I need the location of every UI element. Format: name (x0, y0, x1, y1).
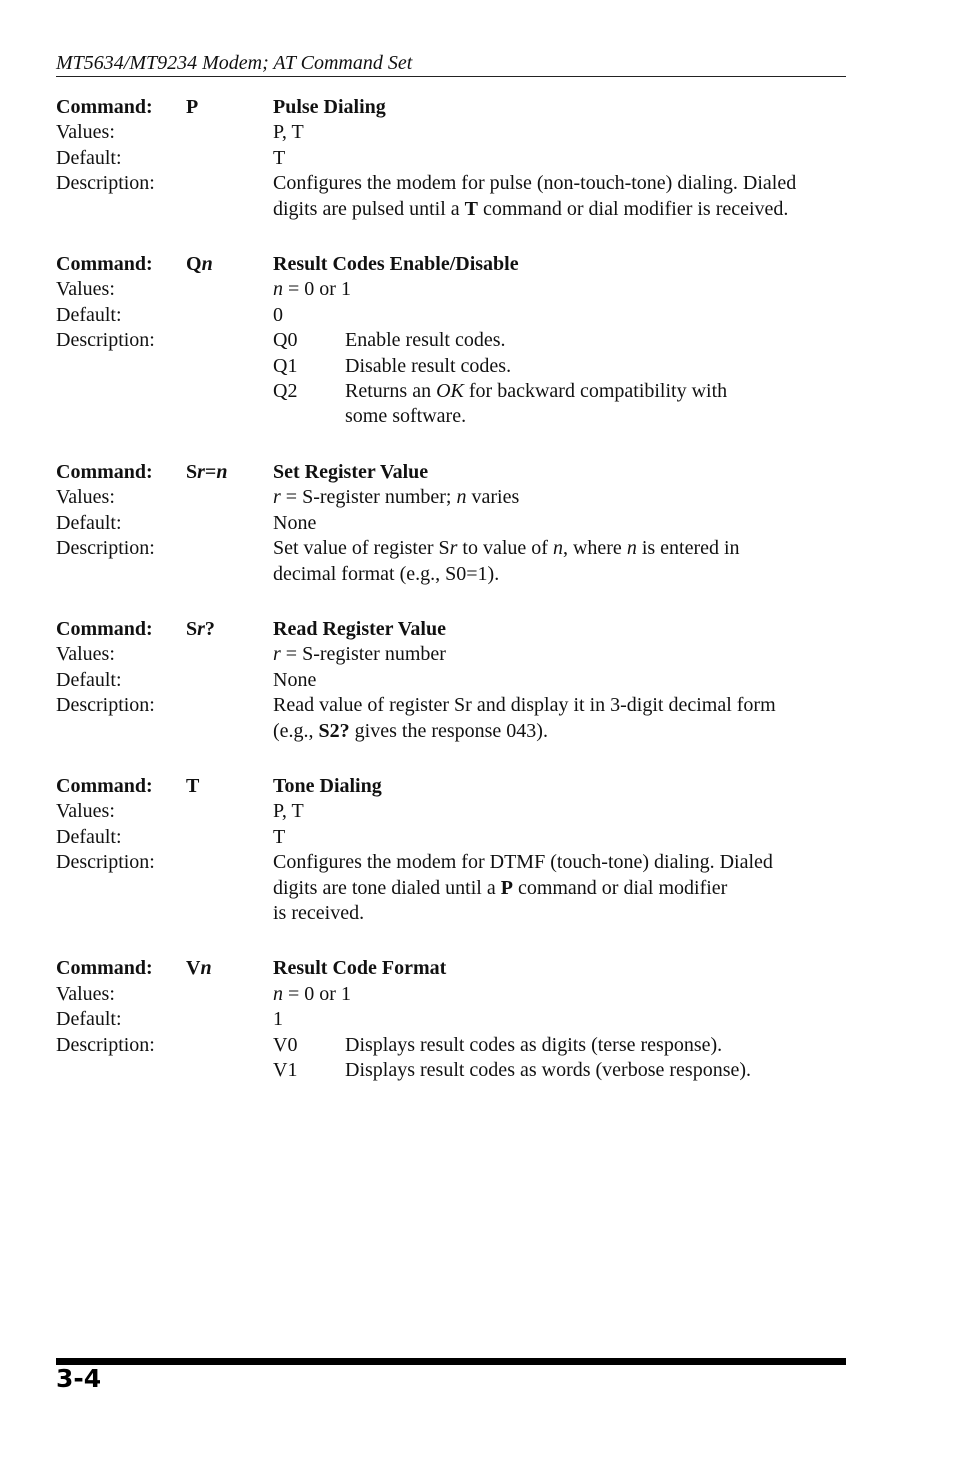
values-text: P, T (273, 121, 304, 144)
command-row (56, 252, 846, 277)
values-label: Values: (56, 278, 115, 301)
values-label: Values: (56, 982, 115, 1005)
command-row (56, 774, 846, 799)
default-row (56, 146, 846, 171)
option-text: Displays result codes as digits (terse response). (345, 1033, 723, 1056)
option-text: Disable result codes. (345, 354, 512, 377)
values-text: P, T (273, 800, 304, 823)
command-code: Sr? (186, 617, 215, 640)
default-label: Default: (56, 1008, 122, 1031)
command-block-sr-set (56, 460, 846, 587)
description-row (56, 171, 846, 222)
default-text: 0 (273, 303, 283, 326)
running-header (56, 50, 846, 77)
command-block-vn (56, 956, 846, 1083)
description-row (56, 693, 846, 744)
option-code: V0 (273, 1033, 298, 1056)
values-label: Values: (56, 486, 115, 509)
description-label: Description: (56, 851, 155, 874)
command-title: Pulse Dialing (273, 96, 386, 118)
description-text: Set value of register Sr to value of n, where n is entered in decimal format (e.g., S0=1). (273, 537, 740, 585)
default-label: Default: (56, 146, 122, 169)
option-text: Returns an OK for backward compatibility with some software. (345, 380, 728, 428)
command-code: Sr=n (186, 460, 228, 483)
command-label: Command: (56, 253, 153, 276)
default-text: T (273, 825, 286, 848)
default-text: T (273, 146, 286, 169)
description-options (273, 1033, 846, 1084)
command-block-p (56, 95, 846, 222)
default-label: Default: (56, 668, 122, 691)
description-label: Description: (56, 1033, 155, 1056)
option-code: V1 (273, 1059, 298, 1081)
command-title: Read Register Value (273, 617, 446, 640)
command-code: T (186, 774, 200, 797)
values-text: n = 0 or 1 (273, 982, 351, 1005)
description-options (273, 328, 846, 430)
option-row (273, 1033, 846, 1058)
default-text: None (273, 668, 317, 691)
command-title: Set Register Value (273, 460, 429, 483)
values-row (56, 485, 846, 510)
option-row (273, 1058, 846, 1083)
command-title: Result Codes Enable/Disable (273, 253, 519, 276)
command-title: Result Code Format (273, 957, 447, 980)
values-label: Values: (56, 800, 115, 823)
option-code: Q2 (273, 380, 298, 403)
values-label: Values: (56, 643, 115, 666)
values-text: r = S-register number (273, 643, 446, 666)
command-block-qn (56, 252, 846, 430)
command-code: Qn (186, 253, 213, 276)
option-row (273, 328, 846, 353)
command-code: P (186, 96, 199, 118)
default-label: Default: (56, 303, 122, 326)
command-label: Command: (56, 774, 153, 797)
default-row (56, 303, 846, 328)
running-header-title: MT5634/MT9234 Modem; AT Command Set (56, 52, 413, 74)
command-label: Command: (56, 617, 153, 640)
default-text: 1 (273, 1008, 283, 1031)
description-text: Read value of register Sr and display it in 3-digit decimal form (e.g., S2? gives the response 043). (273, 694, 776, 742)
default-row (56, 511, 846, 536)
default-label: Default: (56, 825, 122, 848)
default-row (56, 1007, 846, 1032)
description-row (56, 536, 846, 587)
command-block-sr-read (56, 617, 846, 744)
description-row (56, 1033, 846, 1084)
command-label: Command: (56, 96, 153, 118)
description-label: Description: (56, 694, 155, 717)
values-row (56, 799, 846, 824)
command-list (56, 95, 846, 1113)
description-row (56, 328, 846, 430)
values-label: Values: (56, 121, 115, 144)
values-row (56, 120, 846, 145)
description-label: Description: (56, 537, 155, 560)
command-row (56, 617, 846, 642)
option-text: Enable result codes. (345, 329, 506, 352)
command-code: Vn (186, 957, 212, 980)
command-row (56, 460, 846, 485)
default-text: None (273, 511, 317, 534)
default-label: Default: (56, 511, 122, 534)
command-title: Tone Dialing (273, 774, 382, 797)
footer-rule (56, 1358, 846, 1365)
command-row (56, 95, 846, 120)
page-number: 3-4 (56, 1364, 102, 1393)
default-row (56, 668, 846, 693)
command-label: Command: (56, 957, 153, 980)
option-text: Displays result codes as words (verbose response). (345, 1059, 752, 1081)
description-text: Configures the modem for pulse (non-touch-tone) dialing. Dialed digits are pulsed until a T command or dial modifier is received. (273, 172, 797, 220)
command-label: Command: (56, 460, 153, 483)
description-label: Description: (56, 172, 155, 195)
option-code: Q1 (273, 354, 298, 377)
values-row (56, 982, 846, 1007)
command-row (56, 956, 846, 981)
description-label: Description: (56, 329, 155, 352)
command-block-t (56, 774, 846, 926)
option-row (273, 354, 846, 379)
default-row (56, 825, 846, 850)
values-text: n = 0 or 1 (273, 278, 351, 301)
values-row (56, 642, 846, 667)
description-text: Configures the modem for DTMF (touch-tone) dialing. Dialed digits are tone dialed until a P command or dial modifier is received. (273, 851, 773, 924)
option-row (273, 379, 846, 430)
values-row (56, 277, 846, 302)
values-text: r = S-register number; n varies (273, 486, 520, 509)
option-code: Q0 (273, 329, 298, 352)
description-row (56, 850, 846, 926)
